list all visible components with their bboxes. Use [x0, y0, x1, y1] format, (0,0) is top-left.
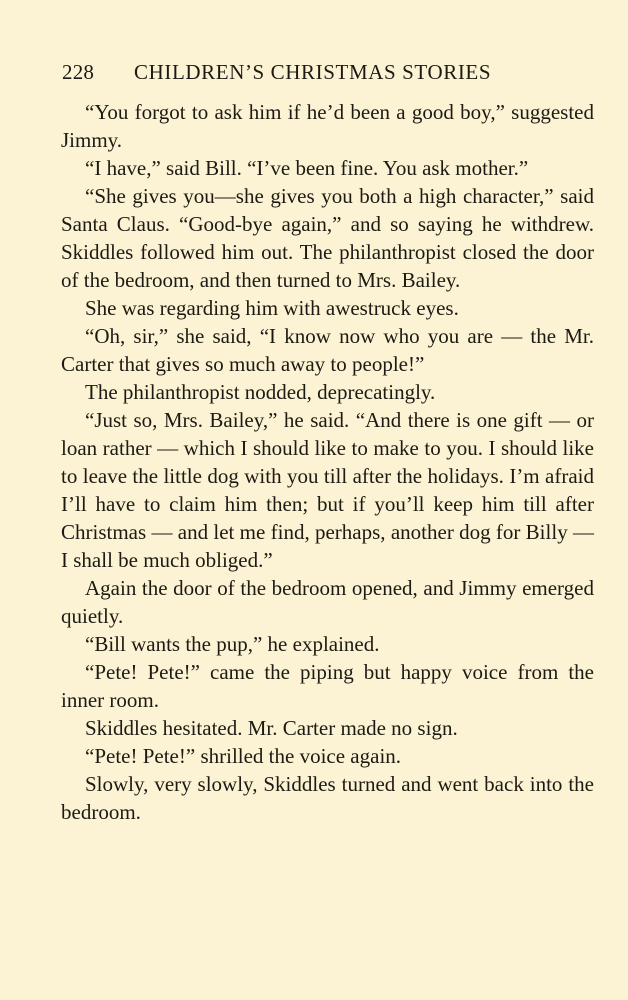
paragraph: “I have,” said Bill. “I’ve been fine. You ask mother.”: [85, 156, 529, 180]
body-text: [61, 98, 594, 826]
paragraph: She was regarding him with awestruck eyes.: [85, 296, 459, 320]
paragraph: “Just so, Mrs. Bailey,” he said. “And there is one gift — or loan rather — which I should like to make to you. I should like to leave the little dog with you till after the holidays. I’m afraid I’ll have to claim him then; but if you’ll keep him till after Christmas — and let me find, perhaps, another dog for Billy — I shall be much obliged.”: [61, 408, 594, 572]
paragraph: “She gives you—she gives you both a high character,” said Santa Claus. “Good-bye again,” and so saying he withdrew. Skiddles followed him out. The philanthropist closed the door of the bedroom, and then turned to Mrs. Bailey.: [61, 184, 594, 292]
page-number: 228: [62, 60, 95, 84]
running-title: CHILDREN’S CHRISTMAS STORIES: [134, 60, 492, 84]
paragraph: “Bill wants the pup,” he explained.: [85, 632, 380, 656]
paragraph: Skiddles hesitated. Mr. Carter made no sign.: [85, 716, 458, 740]
paragraph: “Pete! Pete!” shrilled the voice again.: [85, 744, 402, 768]
paragraph: Slowly, very slowly, Skiddles turned and went back into the bedroom.: [61, 772, 594, 824]
paragraph: “You forgot to ask him if he’d been a good boy,” suggested Jimmy.: [61, 100, 594, 152]
paragraph: Again the door of the bedroom opened, and Jimmy emerged quietly.: [61, 576, 594, 628]
paragraph: The philanthropist nodded, deprecatingly.: [85, 380, 436, 404]
paragraph: “Oh, sir,” she said, “I know now who you are — the Mr. Carter that gives so much away to people!”: [61, 324, 594, 376]
paragraph: “Pete! Pete!” came the piping but happy voice from the inner room.: [61, 660, 594, 712]
running-head: [62, 58, 532, 86]
